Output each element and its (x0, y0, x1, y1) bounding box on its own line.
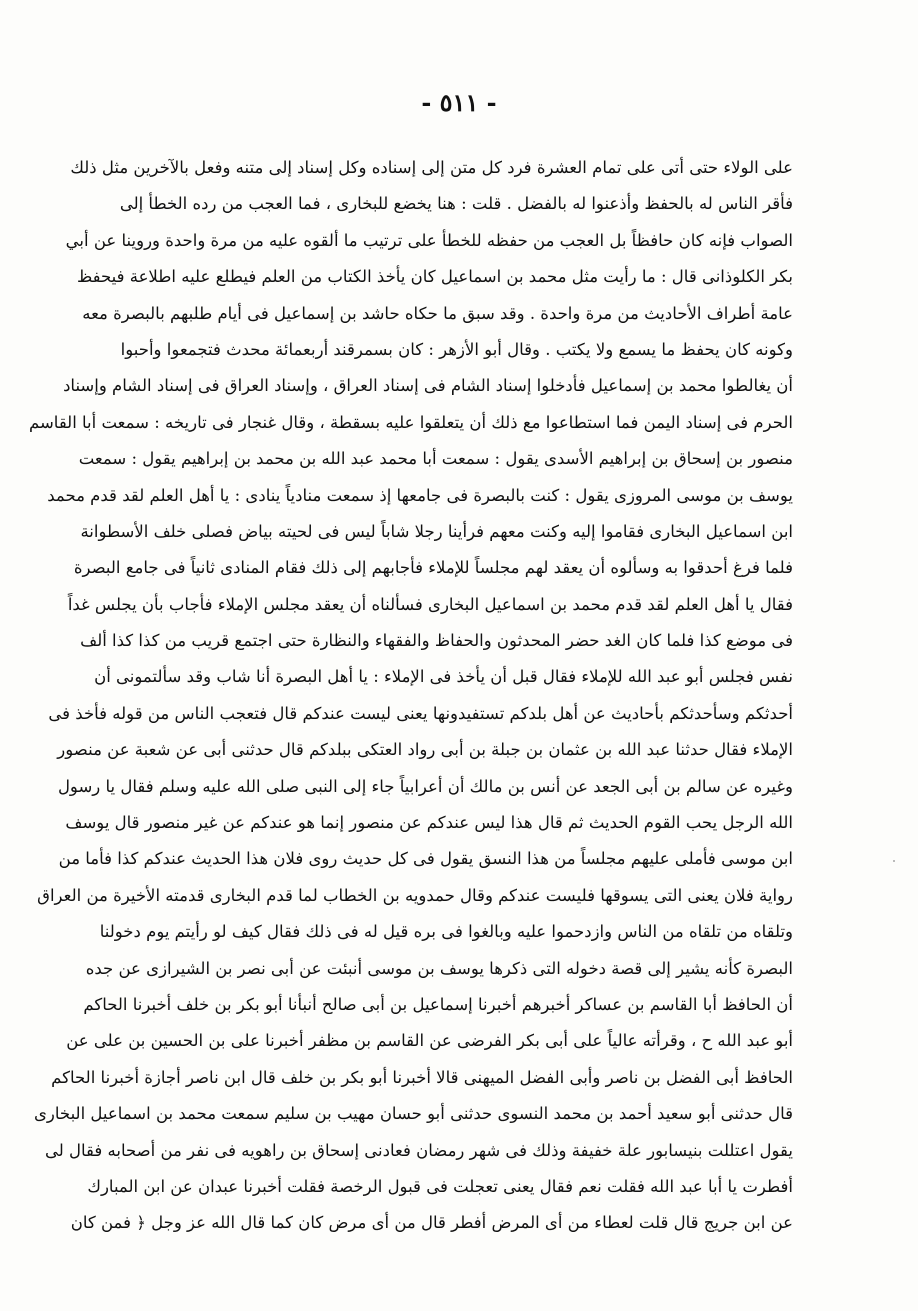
text-line: أحدثكم وسأحدثكم بأحاديث عن أهل بلدكم تستفيدونها يعنى ليست عندكم قال فتعجب الناس من قوله فأخذ فى (48, 703, 793, 723)
text-line: منصور بن إسحاق بن إبراهيم الأسدى يقول : سمعت أبا محمد عبد الله بن محمد بن إبراهيم يقول : سمعت (78, 449, 793, 469)
text-line: عامة أطراف الأحاديث من مرة واحدة . وقد سبق ما حكاه حاشد بن إسماعيل فى أيام طلبهم بالبصرة معه (82, 303, 793, 323)
body-text (28, 150, 793, 1242)
text-line: رواية فلان يعنى التى يسوقها فليست عندكم وقال حمدويه بن الخطاب لما قدم البخارى قدمته الأخيرة من العراق (37, 885, 793, 905)
text-line: عن ابن جريج قال قلت لعطاء من أى المرض أفطر قال من أى مرض كان كما قال الله عز وجل ﴿ فمن كان (70, 1213, 793, 1233)
text-line: الصواب فإنه كان حافظاً بل العجب من حفظه للخطأ على ترتيب ما ألقوه عليه من مرة واحدة وروينا عن أبي (65, 230, 793, 250)
text-line: يوسف بن موسى المروزى يقول : كنت بالبصرة فى جامعها إذ سمعت منادياً ينادى : يا أهل العلم لقد قدم محمد (47, 485, 793, 505)
text-line: أفطرت يا أبا عبد الله فقلت نعم فقال يعنى تعجلت فى قبول الرخصة فقلت أخبرنا عبدان عن ابن المبارك (87, 1176, 793, 1196)
text-line: الحافظ أبى الفضل بن ناصر وأبى الفضل الميهنى قالا أخبرنا أبو بكر بن خلف قال ابن ناصر أجازة أخبرنا الحاكم (51, 1067, 793, 1087)
text-line: أبو عبد الله ح ، وقرأته عالياً على أبى بكر الفرضى عن القاسم بن مظفر أخبرنا على بن الحسين بن على عن (66, 1031, 793, 1051)
text-line: البصرة كأنه يشير إلى قصة دخوله التى ذكرها يوسف بن موسى أنبئت عن أبى نصر بن الشيرازى عن جده (85, 958, 793, 978)
text-line: فلما فرغ أحدقوا به وسألوه أن يعقد لهم مجلساً للإملاء فأجابهم إلى ذلك فقام المنادى ثانياً فى جامع البصرة (73, 558, 793, 578)
text-line: وتلقاه من تلقاه من الناس وازدحموا عليه وبالغوا فى بره قيل له فى ذلك فقال كيف لو رأيتم يوم دخولنا (99, 922, 793, 942)
text-line: الإملاء فقال حدثنا عبد الله بن عثمان بن جبلة بن أبى رواد العتكى ببلدكم قال حدثنى أبى عن شعبة عن منصور (57, 740, 793, 760)
text-line: الحرم فى إسناد اليمن فما استطاعوا مع ذلك أن يتعلقوا عليه بسقطة ، وقال غنجار فى تاريخه : سمعت أبا القاسم (28, 412, 793, 432)
text-line: الله الرجل يحب القوم الحديث ثم قال هذا ليس عندكم عن منصور إنما هو عندكم عن غير منصور قال يوسف (65, 813, 793, 833)
text-line: قال حدثنى أبو سعيد أحمد بن محمد النسوى حدثنى أبو حسان مهيب بن سليم سمعت محمد بن اسماعيل البخارى (34, 1104, 793, 1124)
text-line: نفس فجلس أبو عبد الله للإملاء فقال قبل أن يأخذ فى الإملاء : يا أهل البصرة أنا شاب وقد سألتمونى أن (94, 667, 793, 687)
text-line: فى موضع كذا فلما كان الغد حضر المحدثون والحفاظ والفقهاء والنظارة حتى اجتمع قريب من كذا كذا ألف (80, 631, 793, 651)
text-line: فأقر الناس له بالحفظ وأذعنوا له بالفضل . قلت : هنا يخضع للبخارى ، فما العجب من رده الخطأ إلى (119, 194, 793, 214)
text-line: على الولاء حتى أتى على تمام العشرة فرد كل متن إلى إسناده وكل إسناد إلى متنه وفعل بالآخرين مثل ذلك (70, 158, 793, 177)
page-number: - ٥١١ - (421, 88, 497, 117)
text-line: ابن موسى فأملى عليهم مجلساً من هذا النسق يقول فى كل حديث روى فلان هذا الحديث عندكم كذا فأما من (58, 849, 793, 869)
text-line: بكر الكلوذانى قال : ما رأيت مثل محمد بن اسماعيل كان يأخذ الكتاب من العلم فيطلع عليه اطلاعة فيحفظ (76, 267, 793, 287)
text-line: فقال يا أهل العلم لقد قدم محمد بن اسماعيل البخارى فسألناه أن يعقد مجلس الإملاء فأجاب بأن يجلس غداً (67, 594, 793, 614)
text-line: يقول اعتللت بنيسابور علة خفيفة وذلك فى شهر رمضان فعادنى إسحاق بن راهويه فى نفر من أصحابه فقال لى (45, 1140, 793, 1160)
text-line: أن الحافظ أبا القاسم بن عساكر أخبرهم أخبرنا إسماعيل بن أبى صالح أنبأنا أبو بكر بن خلف أخبرنا الحاكم (83, 994, 793, 1014)
text-line: أن يغالطوا محمد بن إسماعيل فأدخلوا إسناد الشام فى إسناد العراق ، وإسناد العراق فى إسناد الشام وإسناد (63, 376, 793, 396)
text-line: وغيره عن سالم بن أبى الجعد عن أنس بن مالك أن أعرابياً جاء إلى النبى صلى الله عليه وسلم فقال يا رسول (57, 776, 793, 796)
text-line: ابن اسماعيل البخارى فقاموا إليه وكنت معهم فرأينا رجلا شاباً ليس فى لحيته بياض فصلى خلف الأسطوانة (80, 521, 793, 541)
text-line: وكونه كان يحفظ ما يسمع ولا يكتب . وقال أبو الأزهر : كان بسمرقند أربعمائة محدث فتجمعوا وأحبوا (120, 339, 793, 359)
margin-mark (893, 860, 895, 862)
